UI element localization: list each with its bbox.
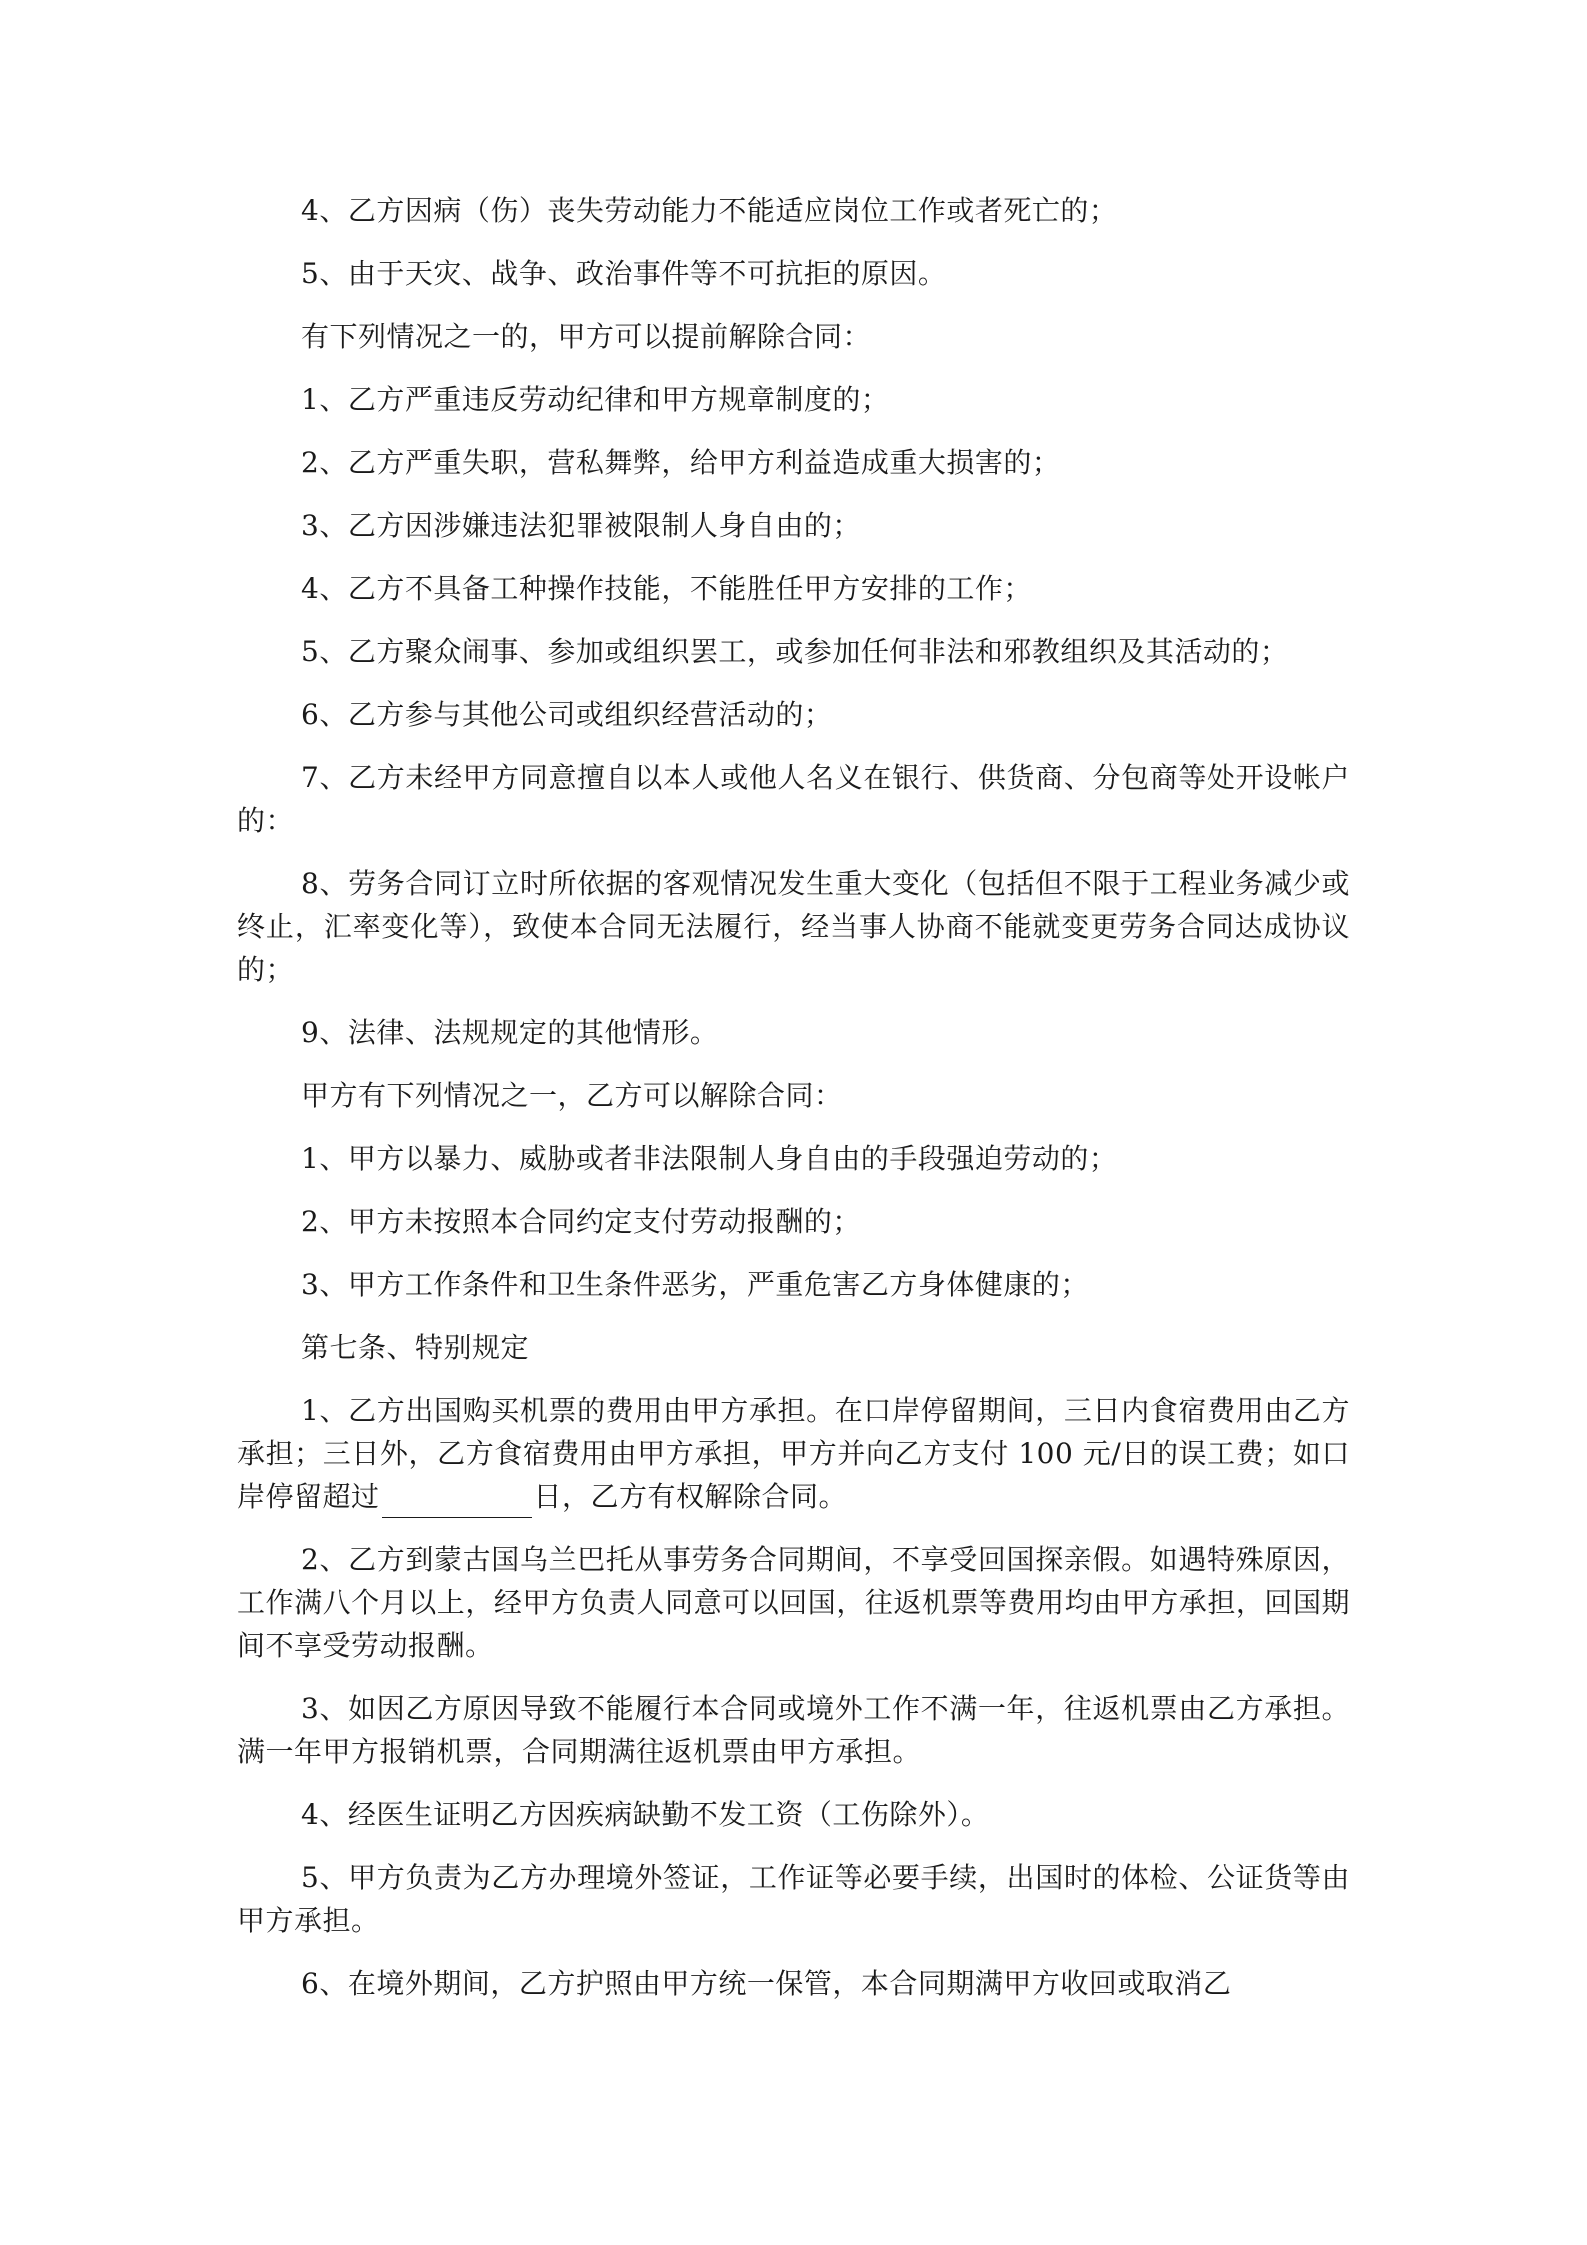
paragraph: 1、甲方以暴力、威胁或者非法限制人身自由的手段强迫劳动的； — [301, 1142, 1118, 1175]
paragraph: 1、乙方严重违反劳动纪律和甲方规章制度的； — [301, 383, 890, 416]
document-body — [237, 189, 1350, 2025]
paragraph: 4、乙方因病（伤）丧失劳动能力不能适应岗位工作或者死亡的； — [301, 194, 1118, 227]
paragraph: 3、乙方因涉嫌违法犯罪被限制人身自由的； — [301, 509, 861, 542]
paragraph: 6、乙方参与其他公司或组织经营活动的； — [301, 698, 833, 731]
fill-in-blank-line — [382, 1487, 532, 1518]
airfare-text-before-blank: 1、乙方出国购买机票的费用由甲方承担。在口岸停留期间，三日内食宿费用由乙方承担；三日外，乙方食宿费用由甲方承担，甲方并向乙方支付 100 元/日的误工费；如口岸停留超过 — [237, 1394, 1350, 1513]
paragraph: 5、乙方聚众闹事、参加或组织罢工，或参加任何非法和邪教组织及其活动的； — [301, 635, 1289, 668]
paragraph: 2、甲方未按照本合同约定支付劳动报酬的； — [301, 1205, 861, 1238]
paragraph: 2、乙方严重失职，营私舞弊，给甲方利益造成重大损害的； — [301, 446, 1061, 479]
paragraph: 甲方有下列情况之一，乙方可以解除合同： — [301, 1079, 843, 1112]
paragraph: 4、经医生证明乙方因疾病缺勤不发工资（工伤除外）。 — [301, 1798, 990, 1831]
paragraph: 6、在境外期间，乙方护照由甲方统一保管，本合同期满甲方收回或取消乙 — [301, 1967, 1232, 2000]
paragraph: 9、法律、法规规定的其他情形。 — [301, 1016, 719, 1049]
paragraph: 2、乙方到蒙古国乌兰巴托从事劳务合同期间，不享受回国探亲假。如遇特殊原因，工作满八个月以上，经甲方负责人同意可以回国，往返机票等费用均由甲方承担，回国期间不享受劳动报酬。 — [237, 1543, 1350, 1662]
paragraph: 有下列情况之一的，甲方可以提前解除合同： — [301, 320, 872, 353]
paragraph: 3、如因乙方原因导致不能履行本合同或境外工作不满一年，往返机票由乙方承担。满一年甲方报销机票，合同期满往返机票由甲方承担。 — [237, 1692, 1350, 1768]
section-heading: 第七条、特别规定 — [301, 1331, 530, 1364]
paragraph-airfare — [237, 1389, 1350, 1518]
paragraph: 5、甲方负责为乙方办理境外签证，工作证等必要手续，出国时的体检、公证货等由甲方承担。 — [237, 1861, 1350, 1937]
paragraph: 4、乙方不具备工种操作技能，不能胜任甲方安排的工作； — [301, 572, 1032, 605]
paragraph: 8、劳务合同订立时所依据的客观情况发生重大变化（包括但不限于工程业务减少或终止，汇率变化等），致使本合同无法履行，经当事人协商不能就变更劳务合同达成协议的； — [237, 867, 1350, 986]
airfare-text-after-blank: 日，乙方有权解除合同。 — [533, 1480, 848, 1513]
paragraph: 7、乙方未经甲方同意擅自以本人或他人名义在银行、供货商、分包商等处开设帐户的： — [237, 761, 1350, 837]
paragraph: 3、甲方工作条件和卫生条件恶劣，严重危害乙方身体健康的； — [301, 1268, 1089, 1301]
paragraph: 5、由于天灾、战争、政治事件等不可抗拒的原因。 — [301, 257, 947, 290]
